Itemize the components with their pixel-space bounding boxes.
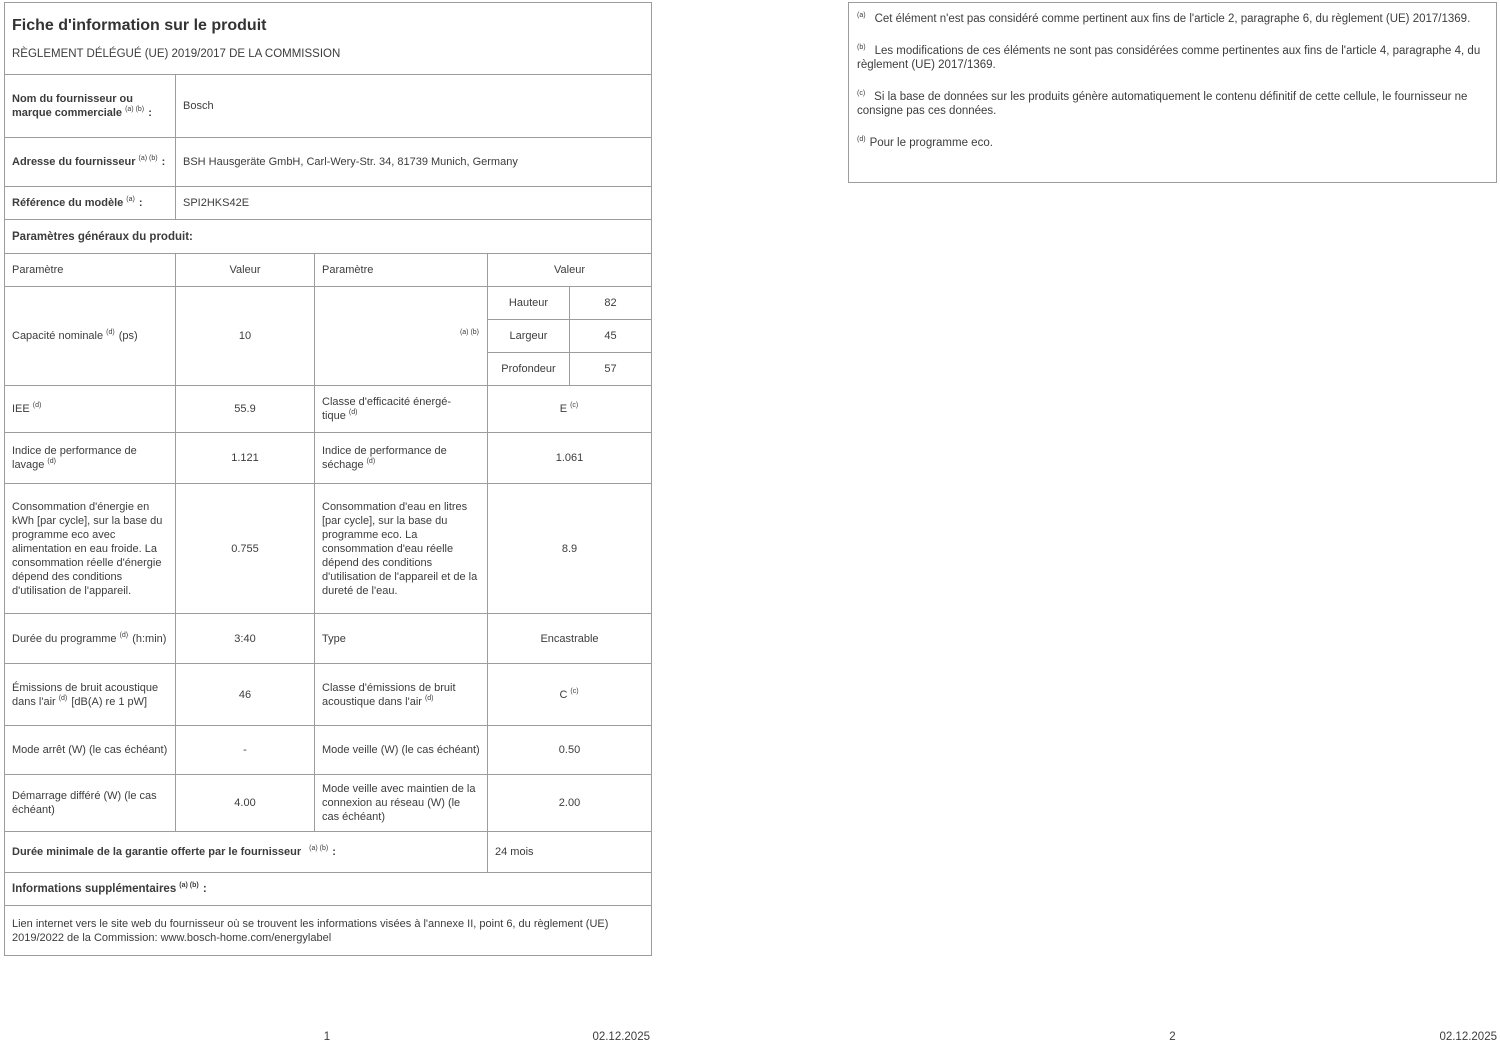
product-info-sheet (4, 2, 652, 956)
footnote-ref: (c) (570, 402, 579, 410)
washing-index-label: Indice de performance de lavage $^{(d)}$ (5, 433, 176, 484)
dimension-name: Hauteur (488, 287, 570, 320)
page1-number: 1 (323, 1031, 331, 1043)
footnote-a: $^{(a)}$ Cet élément n'est pas considéré comme pertinent aux fins de l'article 2, paragraphe 6, du règlement (UE) 2017/1369. (857, 12, 1471, 25)
programme-duration-value: 3:40 (176, 614, 315, 664)
footnote-ref: (a) (b) (179, 882, 199, 890)
supplier-name-value: Bosch (176, 75, 652, 138)
type-label: Type (315, 614, 488, 664)
noise-emission-label: Émissions de bruit acoustique dans l'air $^{(d)}$ [dB(A) re 1 pW] (5, 664, 176, 726)
eei-value: 55.9 (176, 386, 315, 433)
delayed-start-value: 4.00 (176, 775, 315, 832)
supplier-address-value: BSH Hausgeräte GmbH, Carl-Wery-Str. 34, 81739 Munich, Germany (176, 138, 652, 187)
footnote-ref: (d) (366, 458, 376, 466)
noise-class-label: Classe d'émissions de bruit acoustique dans l'air $^{(d)}$ (315, 664, 488, 726)
water-consumption-value: 8.9 (488, 484, 652, 614)
footnotes-panel (848, 2, 1497, 183)
footnote-d: $^{(d)}$ Pour le programme eco. (857, 135, 993, 149)
supplier-website-link-text: Lien internet vers le site web du fournisseur où se trouvent les informations visées à l'annexe II, point 6, du règlement (UE) 2019/2022 de la Commission: www.bosch-home.com/energylabel (5, 906, 652, 956)
footnote-ref: (d) (32, 402, 42, 410)
water-consumption-label: Consommation d'eau en litres [par cycle], sur la base du programme eco. La consommation d'eau réelle dépend des conditions d'utilisation de l'appareil et de la dureté de l'eau. (315, 484, 488, 614)
model-ref-label: Référence du modèle $^{(a)}$ : (5, 187, 176, 220)
standby-mode-label: Mode veille (W) (le cas échéant) (315, 726, 488, 775)
supplier-name-label: Nom du fournisseur ou marque commerciale $^{(a) (b)}$ : (5, 75, 176, 138)
general-params-section-title: Paramètres généraux du produit: (5, 220, 652, 254)
standby-mode-value: 0.50 (488, 726, 652, 775)
dimension-value: 45 (570, 320, 652, 353)
footnote-marker: (d) (857, 135, 866, 143)
drying-index-value: 1.061 (488, 433, 652, 484)
drying-index-label: Indice de performance de séchage $^{(d)}$ (315, 433, 488, 484)
col-header-value-2: Valeur (488, 254, 652, 287)
sheet-header-cell (5, 3, 652, 75)
eei-label: IEE $^{(d)}$ (5, 386, 176, 433)
energy-consumption-label: Consommation d'énergie en kWh [par cycle], sur la base du programme eco avec alimentation en eau froide. La consommation réelle d'énergie dépend des conditions d'utilisation de l'appareil. (5, 484, 176, 614)
dimensions-cell (315, 287, 488, 386)
warranty-value: 24 mois (488, 832, 652, 873)
noise-class-value: C $^{(c)}$ (488, 664, 652, 726)
col-header-param-1: Paramètre (5, 254, 176, 287)
energy-consumption-value: 0.755 (176, 484, 315, 614)
footnote-ref: (d) (119, 631, 129, 639)
page-title: Fiche d'information sur le produit (12, 16, 267, 34)
footnote-marker: (a) (857, 12, 866, 20)
footnote-ref: (c) (570, 687, 579, 695)
col-header-param-2: Paramètre (315, 254, 488, 287)
footnote-ref: (a) (126, 196, 135, 204)
dimension-name: Largeur (488, 320, 570, 353)
dimension-value: 57 (570, 353, 652, 386)
networked-standby-label: Mode veille avec maintien de la connexion au réseau (W) (le cas échéant) (315, 775, 488, 832)
footnote-ref: (a) (b) (309, 845, 329, 853)
energy-class-value: E $^{(c)}$ (488, 386, 652, 433)
regulation-subtitle: RÈGLEMENT DÉLÉGUÉ (UE) 2019/2017 DE LA COMMISSION (12, 47, 341, 60)
footnote-ref: (a) (b) (459, 329, 479, 337)
off-mode-value: - (176, 726, 315, 775)
page2-date: 02.12.2025 (1439, 1031, 1497, 1043)
off-mode-label: Mode arrêt (W) (le cas échéant) (5, 726, 176, 775)
washing-index-value: 1.121 (176, 433, 315, 484)
programme-duration-label: Durée du programme $^{(d)}$ (h:min) (5, 614, 176, 664)
footnote-ref: (d) (47, 458, 56, 466)
noise-emission-value: 46 (176, 664, 315, 726)
footnote-marker: (b) (857, 43, 866, 51)
footnote-ref: (a) (b) (125, 106, 145, 114)
type-value: Encastrable (488, 614, 652, 664)
delayed-start-label: Démarrage différé (W) (le cas échéant) (5, 775, 176, 832)
capacity-label: Capacité nominale $^{(d)}$ (ps) (5, 287, 176, 386)
footnote-c: $^{(c)}$ Si la base de données sur les produits génère automatiquement le contenu définitif de cette cellule, le fournisseur ne consigne pas ces données. (857, 89, 1468, 117)
page1-date: 02.12.2025 (592, 1031, 650, 1043)
footnote-marker: (c) (857, 89, 866, 97)
page2-number: 2 (1169, 1031, 1176, 1043)
energy-class-label: Classe d'efficacité énergétique $^{(d)}$ (315, 386, 488, 433)
warranty-label: Durée minimale de la garantie offerte par le fournisseur $^{(a) (b)}$ : (5, 832, 488, 873)
footnote-ref: (a) (b) (138, 155, 158, 163)
footnote-ref: (d) (106, 329, 115, 337)
additional-info-section-title: Informations supplémentaires $^{(a) (b)}$ : (5, 873, 652, 906)
dimension-name: Profondeur (488, 353, 570, 386)
col-header-value-1: Valeur (176, 254, 315, 287)
footnote-ref: (d) (424, 694, 434, 702)
footnote-b: $^{(b)}$ Les modifications de ces éléments ne sont pas considérées comme pertinentes aux fins de l'article 4, paragraphe 4, du règlement (UE) 2017/1369. (857, 43, 1481, 71)
capacity-value: 10 (176, 287, 315, 386)
supplier-address-label: Adresse du fournisseur $^{(a) (b)}$ : (5, 138, 176, 187)
dimension-value: 82 (570, 287, 652, 320)
footnote-ref: (d) (348, 409, 358, 417)
footnote-ref: (d) (58, 694, 68, 702)
networked-standby-value: 2.00 (488, 775, 652, 832)
model-ref-value: SPI2HKS42E (176, 187, 652, 220)
